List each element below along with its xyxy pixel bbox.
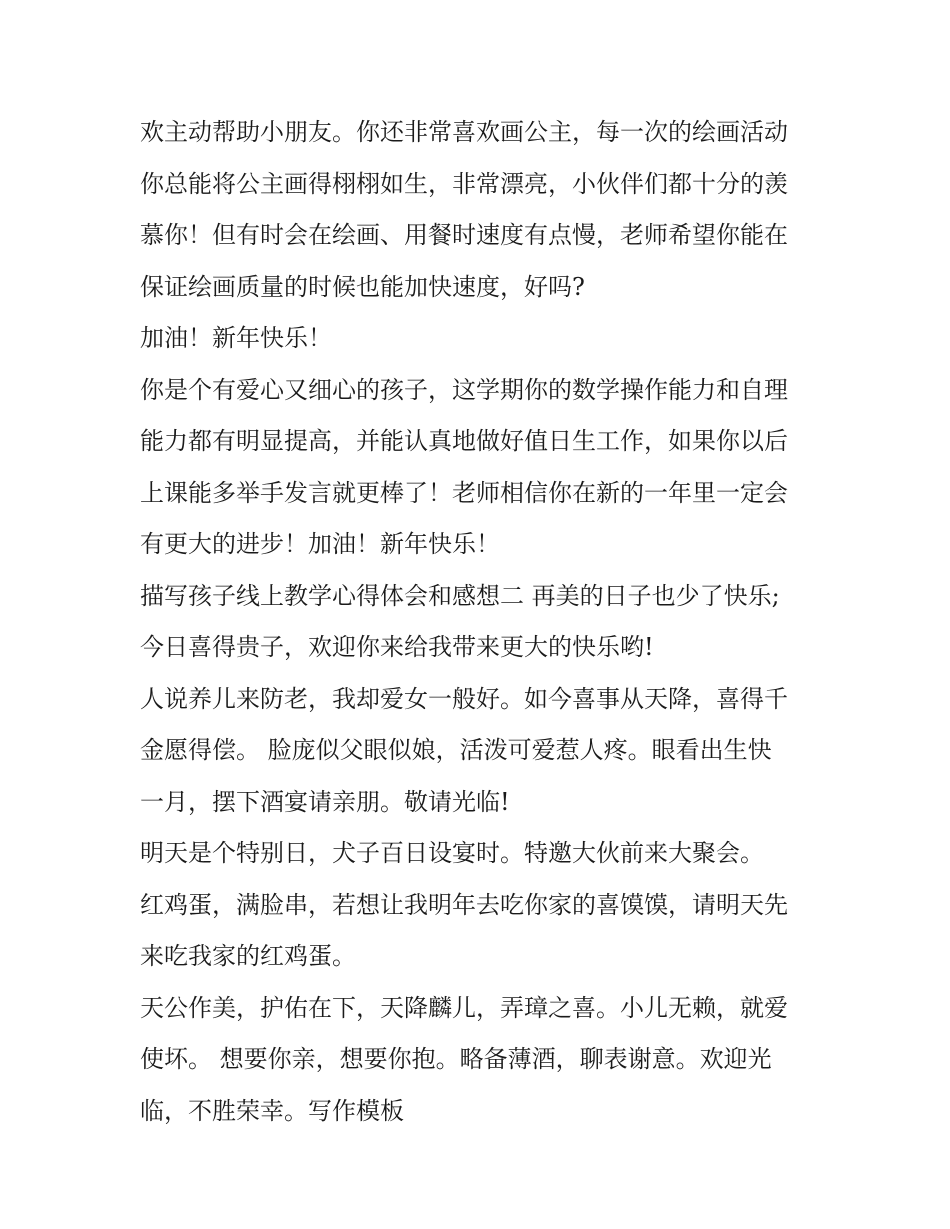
text-line: 临，不胜荣幸。写作模板 — [140, 1096, 404, 1125]
text-line: 来吃我家的红鸡蛋。 — [140, 942, 356, 970]
text-line: 人说养儿来防老，我却爱女一般好。如今喜事从天降，喜得千 — [140, 684, 788, 713]
text-line: 明天是个特别日，犬子百日设宴时。特邀大伙前来大聚会。 — [140, 839, 764, 867]
text-line: 今日喜得贵子，欢迎你来给我带来更大的快乐哟! — [140, 633, 654, 661]
text-line: 使坏。 想要你亲，想要你抱。略备薄酒，聊表谢意。欢迎光 — [140, 1045, 772, 1073]
text-line: 上课能多举手发言就更棒了！老师相信你在新的一年里一定会 — [140, 478, 788, 507]
document-body — [140, 107, 820, 1137]
text-line: 慕你！但有时会在绘画、用餐时速度有点慢，老师希望你能在 — [140, 221, 788, 249]
text-line: 你总能将公主画得栩栩如生，非常漂亮，小伙伴们都十分的羡 — [140, 169, 788, 198]
text-line: 红鸡蛋，满脸串，若想让我明年去吃你家的喜馍馍，请明天先 — [140, 890, 788, 919]
text-line: 描写孩子线上教学心得体会和感想二 再美的日子也少了快乐; — [140, 581, 780, 610]
text-line: 有更大的进步！加油！新年快乐！ — [140, 530, 500, 558]
text-line: 加油！新年快乐！ — [140, 324, 332, 352]
text-line: 一月，摆下酒宴请亲朋。敬请光临! — [140, 787, 510, 816]
text-line: 金愿得偿。 脸庞似父眼似娘，活泼可爱惹人疼。眼看出生快 — [140, 736, 772, 764]
text-line: 能力都有明显提高，并能认真地做好值日生工作，如果你以后 — [140, 427, 788, 455]
text-line: 欢主动帮助小朋友。你还非常喜欢画公主，每一次的绘画活动 — [140, 118, 788, 146]
text-line: 你是个有爱心又细心的孩子，这学期你的数学操作能力和自理 — [140, 375, 788, 404]
text-line: 天公作美，护佑在下，天降麟儿，弄璋之喜。小儿无赖，就爱 — [140, 993, 788, 1022]
text-line: 保证绘画质量的时候也能加快速度，好吗? — [140, 272, 585, 301]
